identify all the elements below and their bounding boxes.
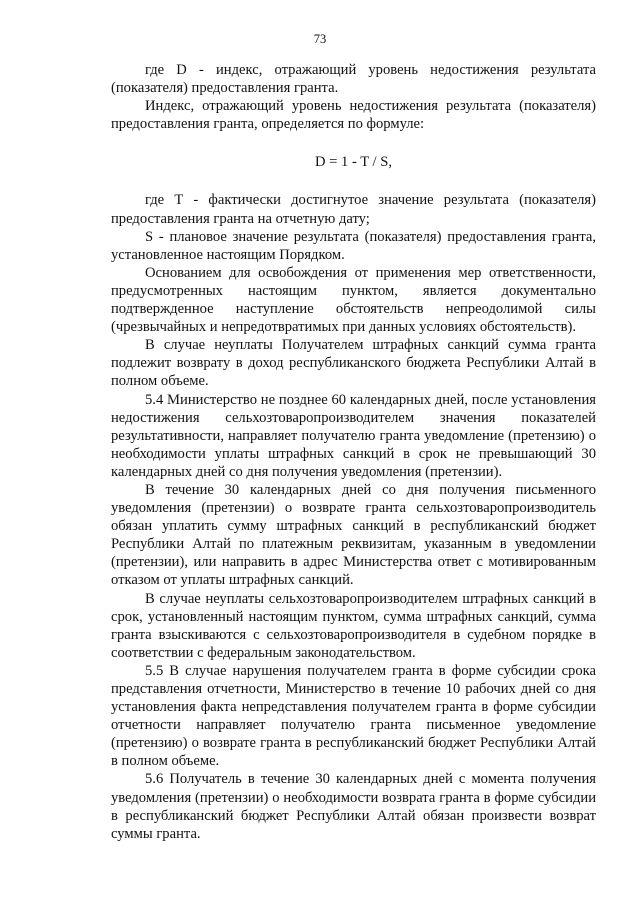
paragraph-force-majeure: Основанием для освобождения от применения мер ответственности, предусмотренных настоящим пунктом, является документально подтвержденное наступление обстоятельств непреодолимой силы (чрезвычайных и непредотвратимых при данных условиях обстоятельств).: [111, 264, 596, 336]
paragraph-index-definition: где D - индекс, отражающий уровень недостижения результата (показателя) предоставления гранта.: [111, 62, 596, 97]
paragraph-30-days: В течение 30 календарных дней со дня получения письменного уведомления (претензии) о возврате гранта сельхозтоваропроизводитель обязан уплатить сумму штрафных санкций в республиканский бюджет Республики Алтай по платежным реквизитам, указанным в уведомлении (претензии), или направить в адрес Министерства ответ с мотивированным отказом от уплаты штрафных санкций.: [111, 481, 596, 589]
paragraph-5-4: 5.4 Министерство не позднее 60 календарных дней, после установления недостижения сельхозтоваропроизводителем значения показателей результативности, направляет получателю гранта уведомление (претензию) о необходимости уплаты штрафных санкций в срок не превышающий 30 календарных дней со дня получения уведомления (претензии).: [111, 391, 596, 480]
paragraph-5-6: 5.6 Получатель в течение 30 календарных дней с момента получения уведомления (претензии) о необходимости возврата гранта в форме субсидии в республиканский бюджет Республики Алтай обязан произвести возврат суммы гранта.: [111, 771, 596, 842]
paragraph-court-recovery: В случае неуплаты сельхозтоваропроизводителем штрафных санкций в срок, установленный настоящим пунктом, сумма штрафных санкций, сумма гранта взыскиваются с сельхозтоваропроизводителя в судебном порядке в соответствии с федеральным законодательством.: [111, 590, 596, 661]
paragraph-formula-intro: Индекс, отражающий уровень недостижения результата (показателя) предоставления гранта, определяется по формуле:: [111, 98, 596, 133]
paragraph-s-definition: S - плановое значение результата (показателя) предоставления гранта, установленное настоящим Порядком.: [111, 228, 596, 263]
page-number: 73: [313, 32, 327, 46]
paragraph-5-5: 5.5 В случае нарушения получателем гранта в форме субсидии срока представления отчетности, Министерство в течение 10 рабочих дней со дня установления факта непредставления получателем гранта в форме субсидии отчетности направляет получателю гранта письменное уведомление (претензию) о возврате гранта в республиканский бюджет Республики Алтай в полном объеме.: [111, 662, 596, 770]
document-body: [111, 61, 596, 843]
paragraph-non-payment: В случае неуплаты Получателем штрафных санкций сумма гранта подлежит возврату в доход республиканского бюджета Республики Алтай в полном объеме.: [111, 337, 596, 390]
formula: D = 1 - T / S,: [314, 154, 393, 171]
paragraph-t-definition: где Т - фактически достигнутое значение результата (показателя) предоставления гранта на отчетную дату;: [111, 192, 596, 227]
